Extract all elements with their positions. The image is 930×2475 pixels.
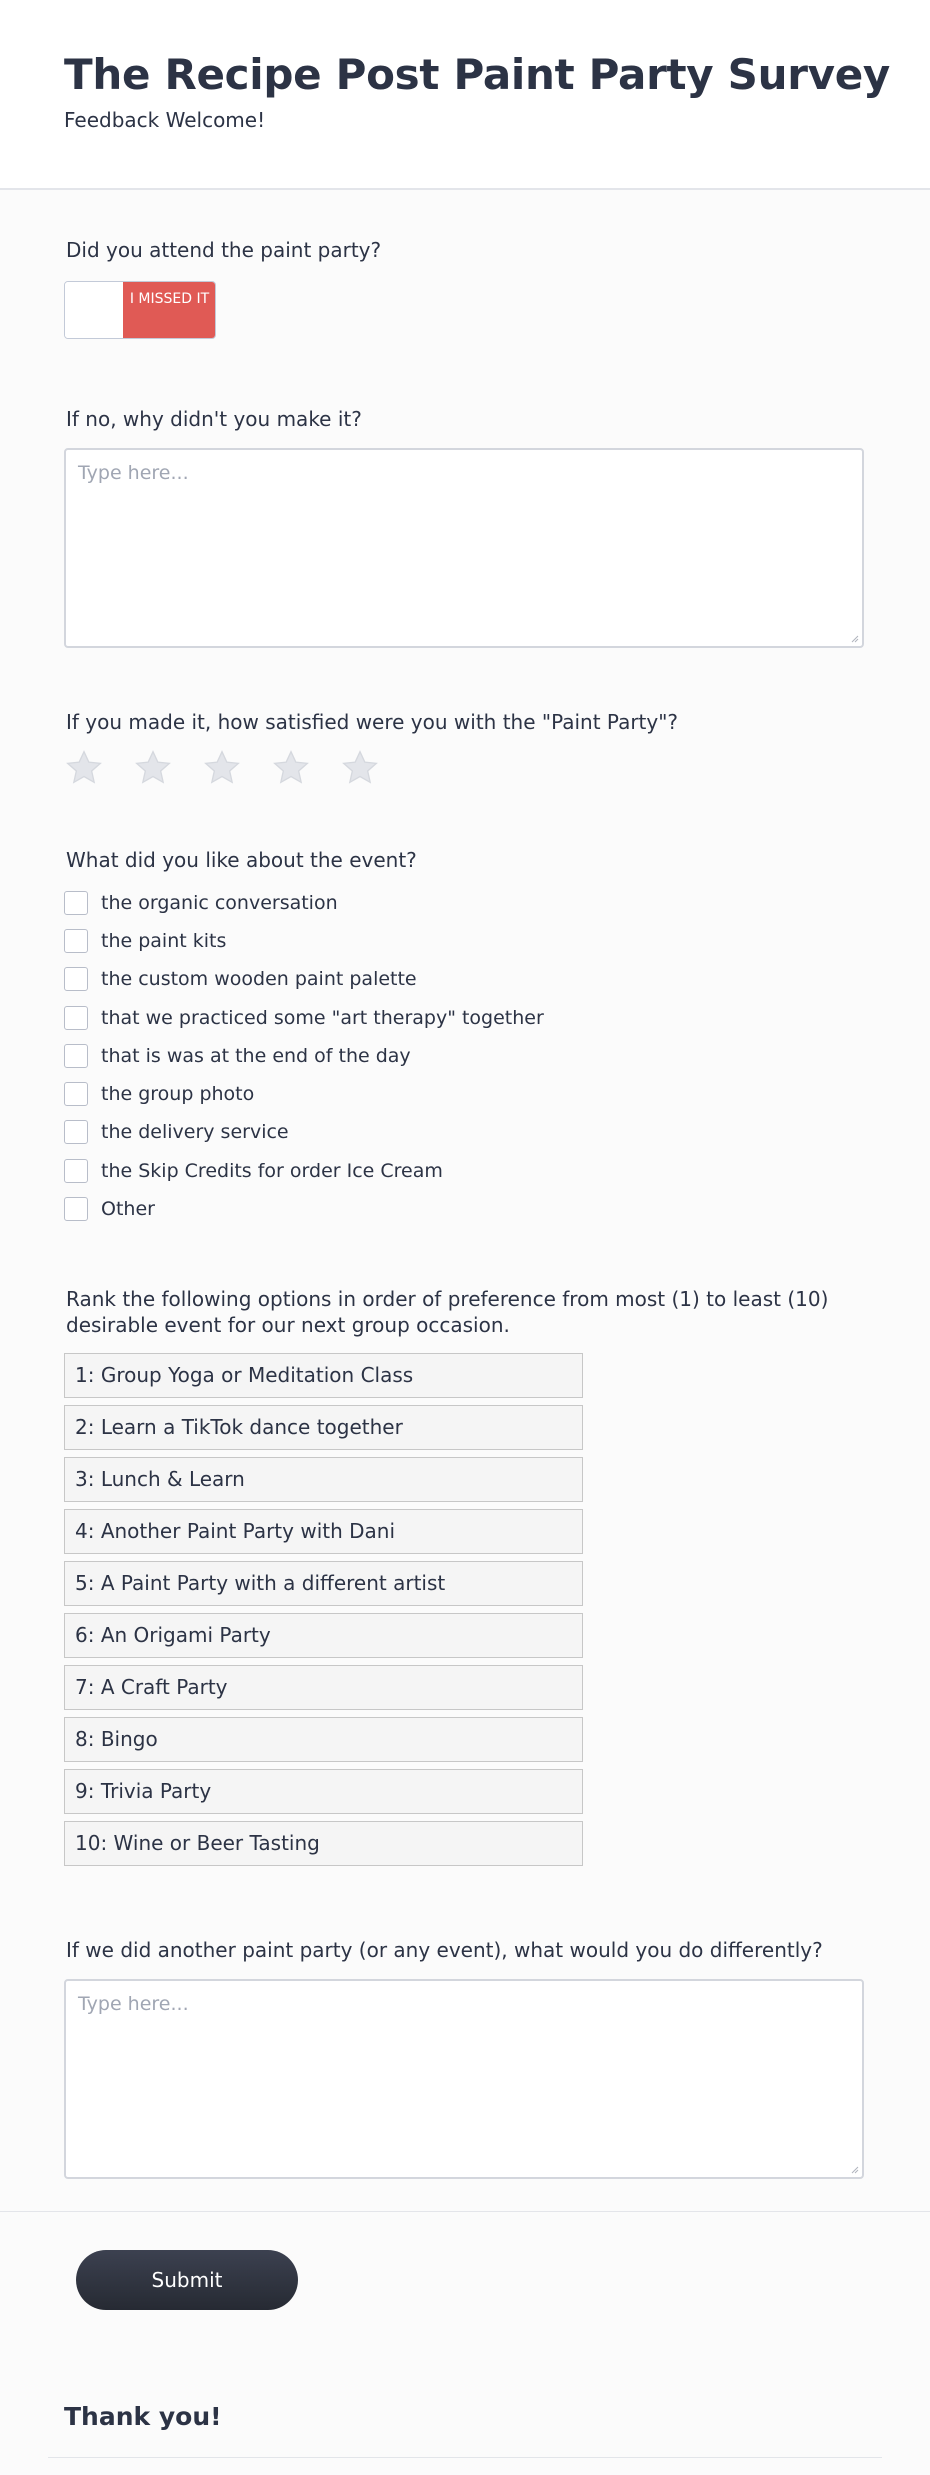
toggle-off-label: I MISSED IT bbox=[123, 282, 216, 338]
form-header bbox=[0, 0, 930, 190]
checkbox[interactable] bbox=[64, 929, 88, 953]
page-subtitle: Feedback Welcome! bbox=[64, 108, 266, 132]
improvement-placeholder: Type here... bbox=[78, 1993, 189, 2015]
bottom-divider bbox=[48, 2457, 882, 2458]
rank-item[interactable]: 1: Group Yoga or Meditation Class bbox=[64, 1353, 583, 1398]
star-icon[interactable] bbox=[202, 748, 242, 788]
rank-item[interactable]: 2: Learn a TikTok dance together bbox=[64, 1405, 583, 1450]
checkbox[interactable] bbox=[64, 1197, 88, 1221]
checkbox[interactable] bbox=[64, 1082, 88, 1106]
rank-item[interactable]: 5: A Paint Party with a different artist bbox=[64, 1561, 583, 1606]
resize-grip-icon[interactable] bbox=[849, 633, 859, 643]
checkbox-label: the organic conversation bbox=[101, 892, 338, 914]
attendance-toggle[interactable] bbox=[64, 281, 216, 339]
checkbox-label: that we practiced some "art therapy" together bbox=[101, 1007, 544, 1029]
checkbox[interactable] bbox=[64, 1006, 88, 1030]
checkbox-label: the paint kits bbox=[101, 930, 227, 952]
thank-you-heading: Thank you! bbox=[64, 2402, 222, 2431]
q6-label: If we did another paint party (or any event), what would you do differently? bbox=[66, 1938, 823, 1962]
q5-label: Rank the following options in order of preference from most (1) to least (10) desirable event for our next group occasion. bbox=[66, 1287, 829, 1337]
improvement-textarea[interactable] bbox=[64, 1979, 864, 2179]
rank-item[interactable]: 9: Trivia Party bbox=[64, 1769, 583, 1814]
checkbox-label: the group photo bbox=[101, 1083, 255, 1105]
checkbox-label: the delivery service bbox=[101, 1121, 289, 1143]
star-icon[interactable] bbox=[64, 748, 104, 788]
checkbox-label: that is was at the end of the day bbox=[101, 1045, 411, 1067]
rank-item[interactable]: 10: Wine or Beer Tasting bbox=[64, 1821, 583, 1866]
section-divider bbox=[0, 2211, 930, 2212]
toggle-knob[interactable] bbox=[65, 282, 123, 338]
checkbox-label: Other bbox=[101, 1198, 155, 1220]
star-icon[interactable] bbox=[340, 748, 380, 788]
checkbox[interactable] bbox=[64, 891, 88, 915]
rank-item[interactable]: 4: Another Paint Party with Dani bbox=[64, 1509, 583, 1554]
reason-placeholder: Type here... bbox=[78, 462, 189, 484]
resize-grip-icon[interactable] bbox=[849, 2164, 859, 2174]
checkbox[interactable] bbox=[64, 1044, 88, 1068]
reason-textarea[interactable] bbox=[64, 448, 864, 648]
checkbox[interactable] bbox=[64, 1120, 88, 1144]
rank-item[interactable]: 6: An Origami Party bbox=[64, 1613, 583, 1658]
checkbox-label: the Skip Credits for order Ice Cream bbox=[101, 1160, 443, 1182]
page-title: The Recipe Post Paint Party Survey bbox=[64, 50, 890, 99]
checkbox[interactable] bbox=[64, 1159, 88, 1183]
star-icon[interactable] bbox=[271, 748, 311, 788]
q2-label: If no, why didn't you make it? bbox=[66, 407, 362, 431]
q4-label: What did you like about the event? bbox=[66, 848, 417, 872]
star-icon[interactable] bbox=[133, 748, 173, 788]
rank-item[interactable]: 7: A Craft Party bbox=[64, 1665, 583, 1710]
rank-item[interactable]: 3: Lunch & Learn bbox=[64, 1457, 583, 1502]
checkbox-label: the custom wooden paint palette bbox=[101, 968, 417, 990]
submit-button[interactable]: Submit bbox=[76, 2250, 298, 2310]
q3-label: If you made it, how satisfied were you with the "Paint Party"? bbox=[66, 710, 679, 734]
rank-item[interactable]: 8: Bingo bbox=[64, 1717, 583, 1762]
q1-label: Did you attend the paint party? bbox=[66, 238, 382, 262]
checkbox[interactable] bbox=[64, 967, 88, 991]
